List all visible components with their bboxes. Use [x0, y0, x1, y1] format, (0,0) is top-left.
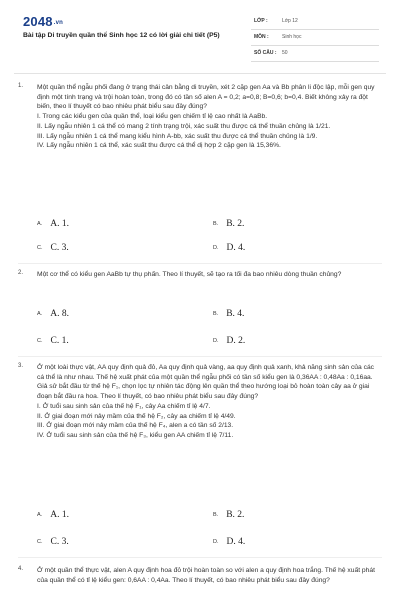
header-divider — [14, 73, 386, 74]
question-number: 4. — [18, 566, 24, 572]
question-body — [37, 363, 377, 441]
meta-row-subject — [251, 30, 379, 46]
option-a[interactable]: A. A. 1. — [37, 510, 69, 520]
question-divider — [18, 263, 382, 264]
meta-key: MÔN : — [254, 34, 269, 40]
meta-row-class — [251, 14, 379, 30]
statement: II. Lấy ngẫu nhiên 1 cá thể có mang 2 tính trạng trội, xác suất thu được cá thể thuần chủng là 1/21. — [37, 122, 331, 130]
meta-key: SỐ CÂU : — [254, 50, 277, 56]
logo-suffix: .vn — [53, 19, 64, 26]
option-d[interactable]: D. D. 2. — [213, 336, 246, 346]
statement: IV. Lấy ngẫu nhiên 1 cá thể, xác suất thu được cá thể dị hợp 2 cặp gen là 15,36%. — [37, 142, 281, 150]
question-stem: Một cơ thể có kiểu gen AaBb tự thụ phấn. Theo lí thuyết, sẽ tạo ra tối đa bao nhiêu dòng thuần chủng? — [37, 271, 342, 278]
document-header — [0, 0, 400, 68]
option-a[interactable]: A. A. 1. — [37, 219, 69, 229]
option-d[interactable]: D. D. 4. — [213, 537, 246, 547]
question-stem: Ở một quần thể thực vật, alen A quy định hoa đỏ trội hoàn toàn so với alen a quy định hoa trắng. Thế hệ xuất phát của quần thể có tỉ lệ kiểu gen: 0,6AA : 0,4Aa. Theo lí thuyết, có bao nhiêu phát biểu sau đây đúng? — [37, 567, 375, 584]
meta-value: 50 — [282, 50, 288, 56]
question-body — [37, 566, 377, 585]
option-c[interactable]: C. C. 1. — [37, 336, 69, 346]
statement: II. Ở giai đoạn mới nảy mầm của thế hệ F₂, cây aa chiếm tỉ lệ 4/49. — [37, 412, 236, 420]
question-number: 1. — [18, 83, 24, 89]
option-a[interactable]: A. A. 8. — [37, 309, 69, 319]
option-b[interactable]: B. B. 4. — [213, 309, 245, 319]
option-b[interactable]: B. B. 2. — [213, 510, 245, 520]
meta-value: Sinh học — [282, 34, 302, 40]
question-number: 2. — [18, 270, 24, 276]
question-number: 3. — [18, 363, 24, 369]
statement: III. Ở giai đoạn mới nảy mầm của thế hệ F₄, alen a có tần số 2/13. — [37, 422, 234, 430]
document-title: Bài tập Di truyền quần thể Sinh học 12 có lời giải chi tiết (P5) — [23, 32, 220, 39]
statement: I. Trong các kiểu gen của quần thể, loại kiểu gen chiếm tỉ lệ cao nhất là AaBb. — [37, 113, 268, 121]
option-d[interactable]: D. D. 4. — [213, 243, 246, 253]
statement: IV. Ở tuổi sau sinh sản của thế hệ F₃, kiểu gen AA chiếm tỉ lệ 7/11. — [37, 431, 234, 439]
meta-value: Lớp 12 — [282, 18, 298, 24]
question-body — [37, 83, 377, 151]
question-body — [37, 270, 377, 280]
option-c[interactable]: C. C. 3. — [37, 537, 69, 547]
statement: I. Ở tuổi sau sinh sản của thế hệ F₁, cây Aa chiếm tỉ lệ 4/7. — [37, 402, 211, 410]
meta-key: LỚP : — [254, 18, 268, 24]
question-divider — [18, 557, 382, 558]
meta-row-count — [251, 46, 379, 62]
option-c[interactable]: C. C. 3. — [37, 243, 69, 253]
question-stem: Một quần thể ngẫu phối đang ở trạng thái cân bằng di truyền, xét 2 cặp gen Aa và Bb phân li độc lập, mỗi gen quy định một tính trạng và trội hoàn toàn, trong đó có tần số alen A = 0,2; a=0,8; B=0,6; b=0,4. Biết không xảy ra đột biến, theo lí thuyết có bao nhiêu phát biểu sau đây đúng? — [37, 84, 375, 111]
logo-main: 2048 — [23, 14, 53, 29]
question-divider — [18, 356, 382, 357]
option-b[interactable]: B. B. 2. — [213, 219, 245, 229]
statement: III. Lấy ngẫu nhiên 1 cá thể mang kiểu hình A-bb, xác suất thu được cá thể thuần chủng là 1/9. — [37, 132, 318, 140]
meta-table — [251, 14, 379, 62]
site-logo[interactable] — [23, 14, 63, 29]
question-stem: Ở một loài thực vật, AA quy định quả đỏ, Aa quy định quả vàng, aa quy định quả xanh, khả năng sinh sản của các cá thể là như nhau. Thế hệ xuất phát của một quần thể ngẫu phối có tần số kiểu gen là 0,36AA : 0,48Aa : 0,16aa. Giả sử bắt đầu từ thế hệ F₁, chọn lọc tự nhiên tác động lên quần thể theo hướng loại bỏ hoàn toàn cây aa ở giai đoạn bắt đầu ra hoa. Theo lí thuyết, có bao nhiêu phát biểu sau đây đúng? — [37, 364, 375, 401]
